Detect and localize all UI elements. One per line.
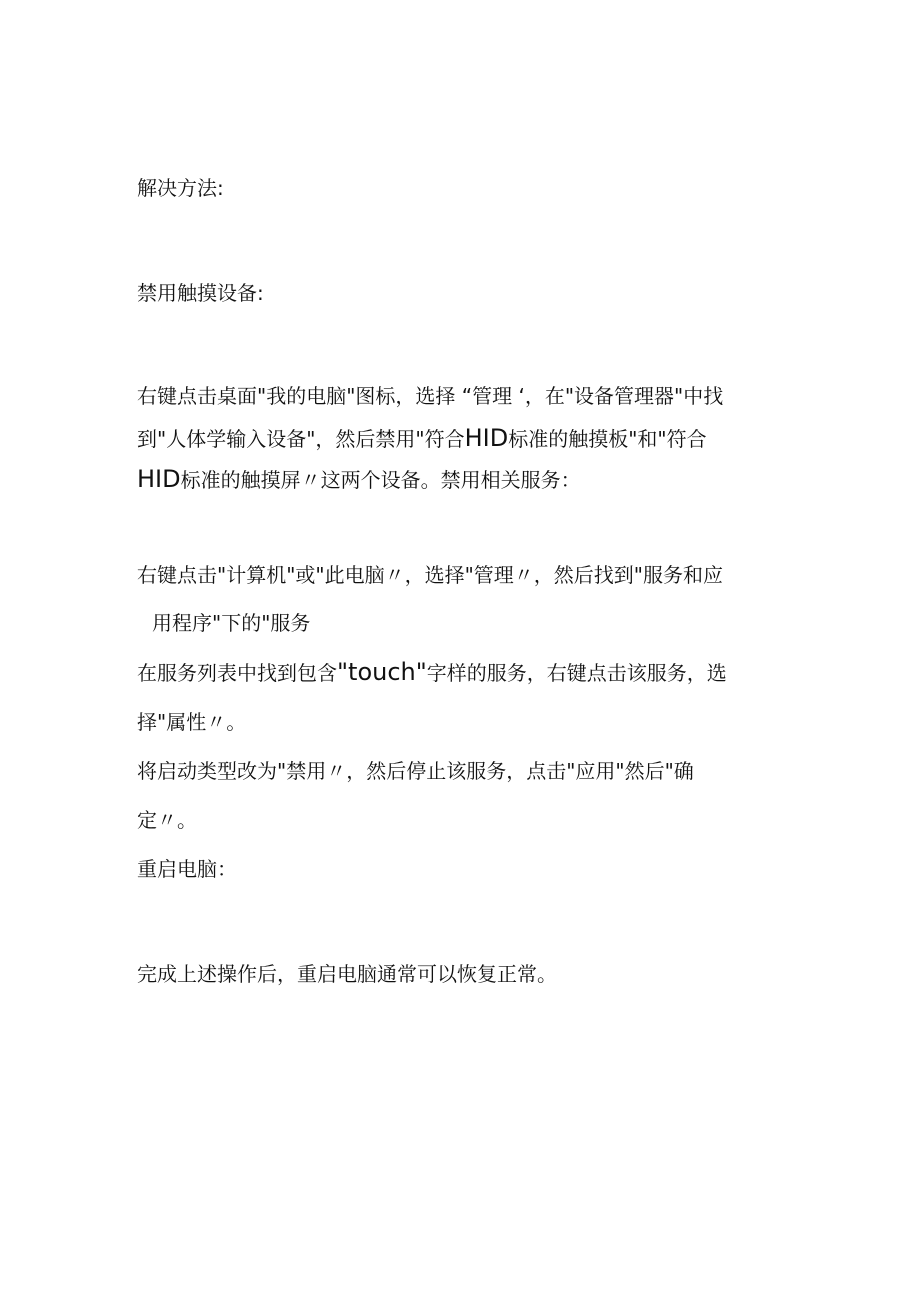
text-segment: 在服务列表中找到包含 (137, 661, 337, 685)
text-segment: 到"人体学输入设备"，然后禁用"符合 (137, 427, 465, 451)
text-hid: HID (137, 465, 181, 493)
heading-solution: 解决方法: (137, 176, 224, 200)
paragraph-find-touch-line-1 (137, 660, 727, 685)
paragraph-services-line-2: 用程序"下的"服务 (152, 611, 311, 635)
paragraph-device-manager-line-3 (137, 467, 581, 492)
paragraph-startup-type-line-1: 将启动类型改为"禁用〃，然后停止该服务，点击"应用"然后"确 (137, 759, 694, 783)
paragraph-startup-type-line-2: 定〃。 (137, 808, 197, 832)
heading-disable-touch: 禁用触摸设备: (137, 281, 264, 305)
heading-restart: 重启电脑： (137, 857, 237, 881)
paragraph-restart: 完成上述操作后，重启电脑通常可以恢复正常。 (137, 962, 557, 986)
paragraph-services-line-1: 右键点击"计算机"或"此电脑〃，选择"管理〃，然后找到"服务和应 (137, 563, 723, 587)
text-hid: HID (464, 424, 509, 452)
text-segment: 标准的触摸屏〃这两个设备。禁用相关服务： (180, 468, 581, 492)
paragraph-device-manager-line-2 (137, 426, 707, 451)
text-segment: 字样的服务，右键点击该服务，选 (426, 661, 727, 685)
text-touch: "touch" (337, 658, 427, 686)
paragraph-find-touch-line-2: 择"属性〃。 (137, 710, 247, 734)
text-segment: 标准的触摸板"和"符合 (508, 427, 707, 451)
paragraph-device-manager-line-1: 右键点击桌面"我的电脑"图标，选择 “管理 ‘，在"设备管理器"中找 (137, 384, 724, 408)
